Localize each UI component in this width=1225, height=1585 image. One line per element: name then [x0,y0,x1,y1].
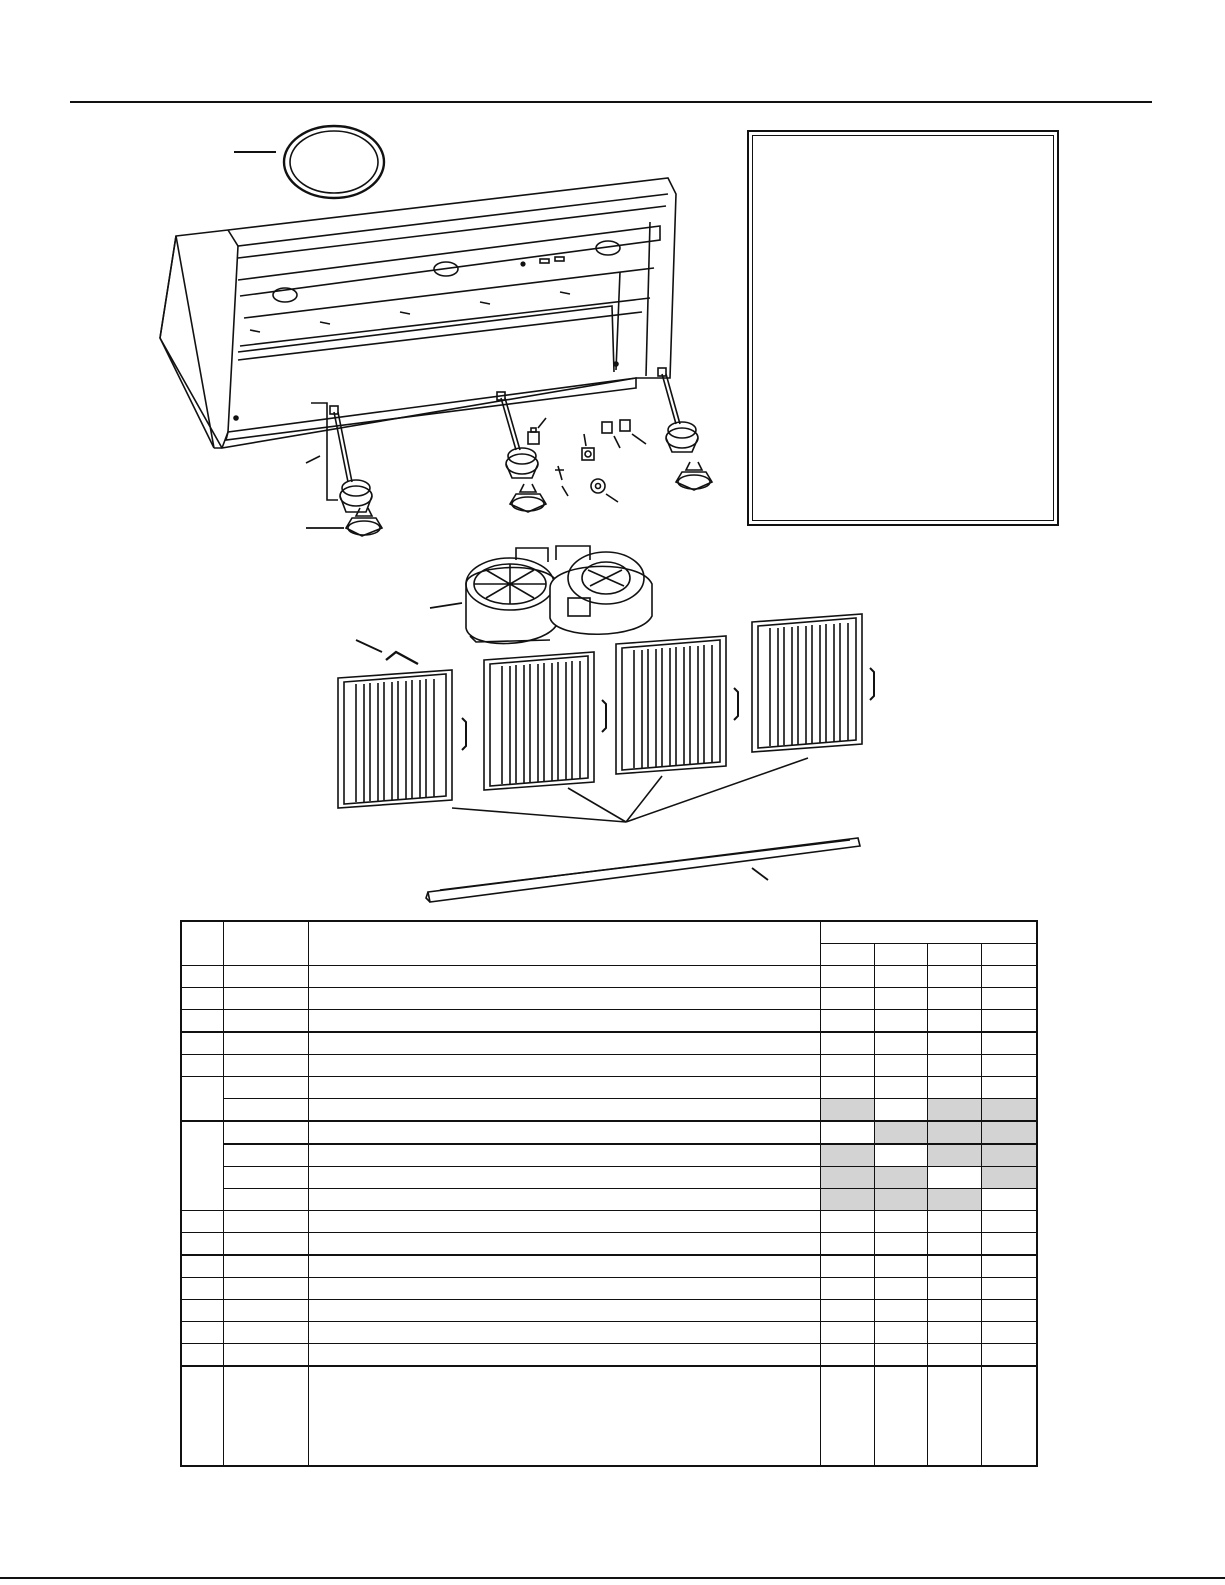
model-cell-3 [927,1144,981,1167]
model-cell-1 [820,966,874,988]
baffle-filter [616,636,738,774]
model-cell-2 [874,1189,927,1211]
table-row [181,1010,1037,1033]
description-cell [308,1211,820,1233]
model-cell-4 [981,1366,1037,1466]
part-number-cell [223,1032,308,1055]
model-cell-3 [927,1121,981,1144]
description-cell [308,1233,820,1256]
model-cell-3 [927,1032,981,1055]
ref-cell [181,1233,223,1256]
hood-body [160,178,676,448]
description-cell [308,1278,820,1300]
header-model-4 [981,944,1037,966]
model-cell-3 [927,1255,981,1278]
header-model-1 [820,944,874,966]
baffle-filter [752,614,874,752]
model-cell-4 [981,1055,1037,1077]
push-button-switch [528,418,546,444]
model-cell-1 [820,1366,874,1466]
model-cell-3 [927,1077,981,1099]
model-cell-1 [820,1055,874,1077]
description-cell [308,1144,820,1167]
model-cell-4 [981,1322,1037,1344]
model-cell-1 [820,988,874,1010]
model-cell-1 [820,1211,874,1233]
model-cell-1 [820,1099,874,1122]
model-cell-3 [927,1322,981,1344]
table-row [181,1167,1037,1189]
ref-cell [181,1010,223,1033]
halogen-bulb [306,508,382,536]
halogen-bulb [676,462,712,490]
table-row [181,1144,1037,1167]
ref-cell [181,1055,223,1077]
model-cell-2 [874,1366,927,1466]
model-cell-2 [874,1233,927,1256]
header-part-number [223,921,308,966]
ref-cell [181,1344,223,1367]
model-cell-1 [820,1032,874,1055]
bottom-rule [0,1577,1225,1579]
model-cell-2 [874,1121,927,1144]
table-row [181,1366,1037,1466]
model-cell-4 [981,1032,1037,1055]
model-cell-4 [981,1167,1037,1189]
model-cell-1 [820,1010,874,1033]
part-number-cell [223,1167,308,1189]
model-cell-4 [981,1099,1037,1122]
description-cell [308,1099,820,1122]
table-row [181,1300,1037,1322]
table-row [181,1189,1037,1211]
model-cell-2 [874,1344,927,1367]
baffle-filter [484,652,606,790]
description-cell [308,1189,820,1211]
part-number-cell [223,1300,308,1322]
control-knob [555,466,618,502]
description-cell [308,1322,820,1344]
model-cell-3 [927,1099,981,1122]
ref-cell [181,1255,223,1278]
model-cell-2 [874,988,927,1010]
description-cell [308,1344,820,1367]
model-cell-4 [981,1255,1037,1278]
description-cell [308,1055,820,1077]
ref-cell [181,1300,223,1322]
ref-cell [181,1366,223,1466]
model-cell-4 [981,1344,1037,1367]
description-cell [308,1255,820,1278]
part-number-cell [223,1211,308,1233]
model-cell-2 [874,1322,927,1344]
model-cell-1 [820,1322,874,1344]
ref-cell [181,966,223,988]
model-cell-4 [981,1233,1037,1256]
table-row [181,1211,1037,1233]
part-number-cell [223,1121,308,1144]
part-number-cell [223,1010,308,1033]
table-row [181,1322,1037,1344]
model-cell-3 [927,1167,981,1189]
model-cell-4 [981,1189,1037,1211]
model-cell-3 [927,966,981,988]
part-number-cell [223,1189,308,1211]
model-cell-2 [874,1211,927,1233]
header-ref [181,921,223,966]
model-cell-4 [981,1278,1037,1300]
description-cell [308,988,820,1010]
part-number-cell [223,1366,308,1466]
model-cell-2 [874,1144,927,1167]
model-cell-2 [874,1300,927,1322]
table-row [181,1099,1037,1122]
model-cell-4 [981,988,1037,1010]
table-row [181,1055,1037,1077]
model-cell-3 [927,1211,981,1233]
model-cell-1 [820,1233,874,1256]
description-cell [308,1077,820,1099]
description-cell [308,1300,820,1322]
halogen-lamp-assembly [497,392,538,478]
header-model-3 [927,944,981,966]
model-cell-4 [981,1077,1037,1099]
model-cell-4 [981,1144,1037,1167]
model-cell-3 [927,988,981,1010]
push-button-switch [582,434,594,460]
model-cell-4 [981,1211,1037,1233]
grease-trough [426,838,860,902]
part-number-cell [223,1233,308,1256]
ref-cell [181,1322,223,1344]
ref-cell [181,1121,223,1211]
model-cell-2 [874,1010,927,1033]
table-row [181,1121,1037,1144]
model-cell-1 [820,1278,874,1300]
model-cell-2 [874,1099,927,1122]
table-header-row [181,921,1037,944]
table-row [181,988,1037,1010]
part-number-cell [223,966,308,988]
model-cell-1 [820,1255,874,1278]
ref-cell [181,1032,223,1055]
header-description [308,921,820,966]
model-cell-1 [820,1344,874,1367]
duct-collar [234,126,384,198]
model-cell-2 [874,1255,927,1278]
table-row [181,1032,1037,1055]
model-cell-1 [820,1077,874,1099]
part-number-cell [223,1344,308,1367]
part-number-cell [223,1278,308,1300]
baffle-filter [338,670,466,808]
description-cell [308,1032,820,1055]
model-cell-1 [820,1300,874,1322]
model-cell-2 [874,1077,927,1099]
description-cell [308,1010,820,1033]
table-row [181,966,1037,988]
part-number-cell [223,1099,308,1122]
header-model-2 [874,944,927,966]
part-number-cell [223,988,308,1010]
model-cell-1 [820,1121,874,1144]
model-cell-2 [874,1032,927,1055]
ref-cell [181,1278,223,1300]
model-cell-4 [981,1300,1037,1322]
part-number-cell [223,1255,308,1278]
model-cell-3 [927,1366,981,1466]
blower-motor-assembly [430,546,652,644]
description-cell [308,1366,820,1466]
model-cell-3 [927,1055,981,1077]
model-cell-1 [820,1189,874,1211]
halogen-lamp-assembly [658,368,698,452]
model-cell-4 [981,1010,1037,1033]
model-cell-3 [927,1344,981,1367]
table-row [181,1233,1037,1256]
hex-wrench [356,640,418,664]
part-number-cell [223,1144,308,1167]
table-row [181,1344,1037,1367]
parts-table [180,920,1038,1467]
part-number-cell [223,1055,308,1077]
info-box-inner-border [752,135,1054,521]
model-cell-2 [874,1167,927,1189]
ref-cell [181,1211,223,1233]
table-row [181,1278,1037,1300]
ref-cell [181,1077,223,1122]
model-cell-3 [927,1300,981,1322]
description-cell [308,1167,820,1189]
header-models [820,921,1037,944]
model-cell-4 [981,1121,1037,1144]
ref-cell [181,988,223,1010]
model-cell-3 [927,1189,981,1211]
model-cell-2 [874,966,927,988]
parts-table-body [181,966,1037,1467]
push-button-switch [602,420,646,448]
model-cell-1 [820,1167,874,1189]
part-number-cell [223,1077,308,1099]
info-box [747,130,1059,526]
model-cell-1 [820,1144,874,1167]
model-cell-2 [874,1278,927,1300]
part-number-cell [223,1322,308,1344]
model-cell-2 [874,1055,927,1077]
table-row [181,1077,1037,1099]
model-cell-3 [927,1233,981,1256]
model-cell-4 [981,966,1037,988]
model-cell-3 [927,1278,981,1300]
description-cell [308,966,820,988]
model-cell-3 [927,1010,981,1033]
description-cell [308,1121,820,1144]
halogen-bulb [510,484,546,512]
table-row [181,1255,1037,1278]
